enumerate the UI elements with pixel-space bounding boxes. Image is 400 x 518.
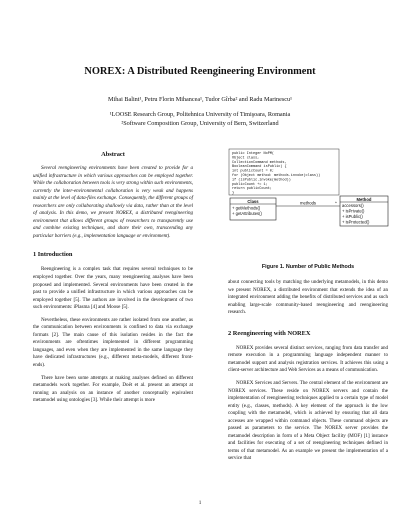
method-box-member: + isPublic() [342, 214, 363, 219]
method-box-member: accessors() [342, 203, 364, 209]
association-label: methods [299, 200, 317, 206]
affiliation-1: ¹LOOSE Research Group, Politehnica University of Timişoara, Romania [109, 111, 291, 118]
reeng-paragraph-2: NOREX Services and Servers. The central element of the environment are NOREX services. These reside on NOREX servers and contain the implementation of reengineering techniques applied to a certain type of model entity (e.g., classes, methods). A key element of the approach is the low coupling with the metamodel, which is achieved by ensuring that all data accesses are wrapped within command objects. These command objects are passed as parameters to the service. The NOREX server provides the metamodel description in form of a Meta Object facility (MOF) [1] instance and facilities for executing of a set of reengineering techniques defined in terms of that metamodel. As an example we present the implementation of a service that [228, 380, 388, 462]
association-multiplicity: * [335, 200, 337, 206]
code-line: public Integer NoPM( [232, 152, 275, 156]
abstract-heading: Abstract [101, 151, 125, 158]
code-line: return publicCount; [232, 187, 272, 192]
intro-paragraph-2: Nevertheless, these environments are rather isolated from one another, as the communication between environments is confined to data via exchange formats [2]. The main cause of this isolation resides in the fact the environments are oftentimes implemented in different programming languages, and even when they are implemented in the same language they have dedicated infrastructures (e.g., different meta-models, different front-ends). [33, 316, 193, 369]
intro-paragraph-3: There have been some attempts at making analyses defined on different metamodels work together. For example, Doët et al. present an attempt at running an analysis on an instance of another conceptually equivalent metamodel using ontologies [3]. While their attempt is more [33, 374, 193, 404]
code-line: if (isPublic.invoke(method)) [232, 178, 291, 183]
code-line: int publicCount = 0; [232, 169, 275, 174]
reeng-paragraph-1: NOREX provides several distinct services, ranging from data transfer and remote execution in a programming language independent manner to metamodel support and analysis registration services. It achieves this using a client-server architecture and Web Services as a means of communication. [228, 344, 388, 374]
intro-paragraph-1: Reengineering is a complex task that requires several techniques to be employed together. Over the years, many reengineering analyses have been proposed and implemented. Several environments have been created in the past to provide a unified infrastructure in which various approaches can be employed together [5]. The authors are involved in the development of two such environments: iPlasma [4] and Moose [5]. [33, 266, 193, 311]
code-line: BooleanCommand isPublic) { [232, 165, 287, 170]
left-column [33, 150, 193, 410]
class-box-member: + getMethods() [232, 205, 261, 211]
paper-title: NOREX: A Distributed Reengineering Environment [84, 66, 316, 77]
affiliation-2: ²Software Composition Group, University of Bern, Switzerland [121, 120, 279, 127]
method-box-member: + isPrivate() [342, 208, 365, 214]
code-line: Object class, [232, 156, 260, 161]
abstract-text: Several reengineering environments have been created to provide for a unified infrastructure in which various approaches can be employed together. While the collaboration between tools is very strong within such environments, currently the inter-environmental collaboration is very weak and happens mainly at the level of data-files exchange. Consequently, the different groups of researchers are only collaborating shallowly via data, rather than at the level of analysis. In this demo, we present NOREX, a distributed reengineering environment that allows different groups of researchers to transparently use and combine existing techniques, and share their own, transcending any particular barriers (e.g., implementation language or environment). [33, 165, 193, 239]
page-number: 1 [198, 500, 202, 506]
code-line: publicCount += 1; [232, 182, 268, 187]
figure-1-caption: Figure 1. Number of Public Methods [261, 263, 355, 270]
right-column [228, 148, 388, 468]
right-intro-paragraph: about connecting tools by matching the underlying metamodels, in this demo we present NOREX, a distributed environment that extends the idea of an integrated environment adding the benefits of distributed services and as such enabling large-scale community-based reengineering and reengineering research. [228, 279, 388, 316]
code-line: } [232, 191, 235, 196]
class-box-member: + getAttributes() [232, 211, 262, 216]
code-line: CollectionCommand methods, [232, 160, 287, 165]
method-box-title: Method [356, 196, 372, 202]
class-box-title: Class [247, 198, 259, 204]
method-box-member: + isProtected() [342, 219, 370, 225]
author-list: Mihai Balint¹, Petru Florin Mihancea¹, Tudor Gîrba² and Radu Marinescu¹ [108, 96, 292, 103]
figure-1-diagram [228, 148, 390, 256]
section-heading-reengineering: 2 Reengineering with NOREX [228, 329, 311, 337]
code-line: for (Object method: methods.invoke(class)) [232, 174, 321, 178]
section-heading-introduction: 1 Introduction [33, 251, 73, 259]
